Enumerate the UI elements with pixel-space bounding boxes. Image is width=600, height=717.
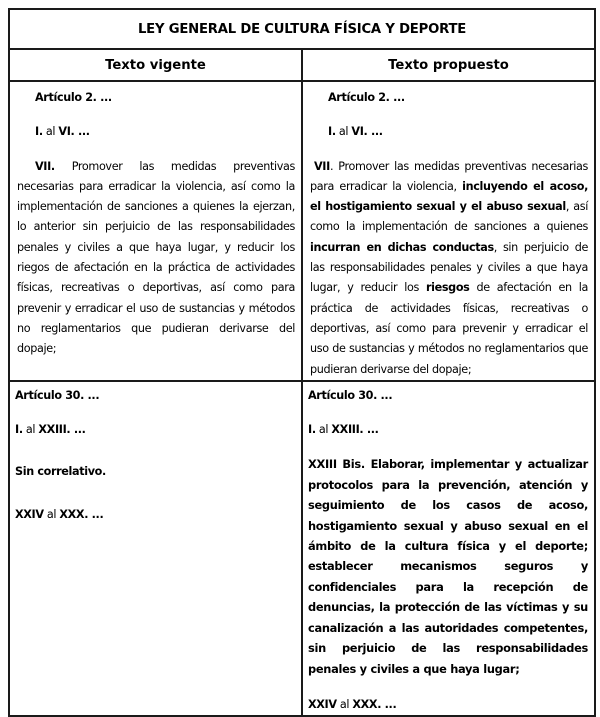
range-connector: al xyxy=(42,125,59,139)
fraction-range xyxy=(17,122,295,142)
article-heading: Artículo 2. ... xyxy=(35,91,112,104)
fraction-paragraph xyxy=(310,157,588,380)
title-row xyxy=(9,9,595,49)
tail-start: XXIV xyxy=(308,697,337,711)
range-start: I. xyxy=(35,125,43,139)
range-start: I. xyxy=(328,125,336,139)
header-row xyxy=(9,49,595,81)
fraction-text: Promover las medidas preventivas necesarias para erradicar la violencia, así como la implementación de sanciones a quienes la ejerzan, lo anterior sin perjuicio de las responsabilidades penales y civiles a que haya lugar, y reducir los riegos de afectación en la práctica de actividades físicas, recreativas o deportivas, así como para prevenir y erradicar el uso de sustancias y métodos no reglamentarios que pudieran derivarse del dopaje; xyxy=(17,159,295,356)
no-correlative-note: Sin correlativo. xyxy=(15,465,106,479)
range-connector: al xyxy=(335,125,352,139)
fraction-range xyxy=(15,420,295,440)
segment-4: , sin perjuicio de las responsabilidades penales y civiles a que haya lugar, y reducir los xyxy=(310,240,588,295)
tail-start: XXIV xyxy=(15,507,44,521)
cell-vigente-articulo-2 xyxy=(9,81,302,381)
new-fraction-xxiii-bis: XXIII Bis. Elaborar, implementar y actualizar protocolos para la prevención, atención y seguimiento de los casos de acoso, hostigamiento sexual y abuso sexual en el ámbito de la cultura física y el deporte; establecer mecanismos seguros y confidenciales para la recepción de denuncias, la protección de las víctimas y su canalización a las autoridades competentes, sin perjuicio de las responsabilidades penales y civiles a que haya lugar; xyxy=(308,457,588,676)
fraction-tail-range xyxy=(308,695,588,715)
fraction-tail-range xyxy=(15,505,295,525)
segment-6: de afectación en la práctica de actividades físicas, recreativas o deportivas, así como para prevenir y erradicar el uso de sustancias y métodos no reglamentarios que pudieran derivarse del dopaje; xyxy=(310,281,588,376)
cell-propuesto-articulo-30 xyxy=(302,381,595,716)
fraction-paragraph xyxy=(17,157,295,360)
range-end: VI. ... xyxy=(351,125,383,139)
segment-1-highlight: incluyendo el acoso, el hostigamiento sexual y el abuso sexual xyxy=(310,179,588,214)
article-heading: Artículo 30. ... xyxy=(15,388,100,402)
range-end: XXIII. ... xyxy=(331,423,379,437)
range-connector: al xyxy=(22,423,39,437)
range-end: XXIII. ... xyxy=(38,423,86,437)
range-connector: al xyxy=(315,423,332,437)
table-row-articulo-30 xyxy=(9,381,595,716)
column-header-vigente: Texto vigente xyxy=(9,49,302,81)
cell-vigente-articulo-30 xyxy=(9,381,302,716)
tail-suffix: . ... xyxy=(84,507,104,521)
segment-3-highlight: incurran en dichas conductas xyxy=(310,240,494,254)
fraction-range xyxy=(310,122,588,142)
range-start: I. xyxy=(308,423,316,437)
tail-end: XXX xyxy=(352,697,378,711)
cell-propuesto-articulo-2 xyxy=(302,81,595,381)
column-header-propuesto: Texto propuesto xyxy=(302,49,595,81)
article-heading: Artículo 30. ... xyxy=(308,388,393,402)
tail-connector: al xyxy=(336,697,353,711)
tail-suffix: . ... xyxy=(377,697,397,711)
comparison-table xyxy=(8,8,596,717)
tail-end: XXX xyxy=(59,507,85,521)
segment-0: . Promover las medidas preventivas necesarias para erradicar la violencia, xyxy=(310,159,588,193)
tail-connector: al xyxy=(43,507,60,521)
segment-5-highlight: riesgos xyxy=(425,281,470,295)
range-end: VI. ... xyxy=(58,125,90,139)
law-title: LEY GENERAL DE CULTURA FÍSICA Y DEPORTE xyxy=(9,9,595,49)
fraction-range xyxy=(308,420,588,440)
fraction-number: VII. xyxy=(35,159,55,173)
fraction-number: VII xyxy=(314,159,330,173)
range-start: I. xyxy=(15,423,23,437)
article-heading: Artículo 2. ... xyxy=(328,91,405,104)
table-row-articulo-2 xyxy=(9,81,595,381)
segment-2: , así como la implementación de sanciones a quienes xyxy=(310,200,589,234)
